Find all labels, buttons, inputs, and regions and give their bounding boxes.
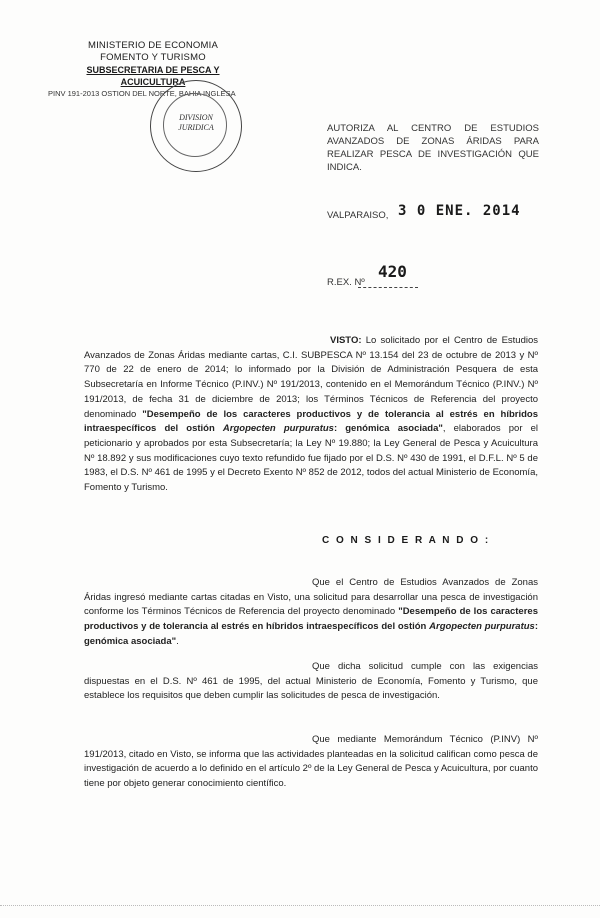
stamp-line2: JURIDICA — [178, 123, 214, 132]
place-label: VALPARAISO, — [327, 210, 389, 221]
c3-text: Que mediante Memorándum Técnico (P.INV) Nº 191/2013, citado en Visto, se informa que las actividades planteadas en la solicitud califican como pesca de investigación de acuerdo a lo definido en el artículo 2º de la Ley General de Pesca y Acuicultura, por cuanto tiene por objeto generar conocimiento científico. — [84, 734, 538, 790]
visto-indent — [84, 335, 362, 346]
considerando-item-2 — [84, 660, 538, 704]
c2-indent — [84, 661, 312, 672]
c3-indent — [84, 734, 312, 745]
c2-text: Que dicha solicitud cumple con las exigencias dispuestas en el D.S. Nº 461 de 1995, del actual Ministerio de Economía, Fomento y Turismo, que establece los requisitos que deben cumplir las solicitudes de pesca de investigación. — [84, 661, 538, 702]
visto-title-end: : genómica asociada" — [333, 423, 443, 435]
division-stamp — [150, 80, 242, 172]
visto-keyword: VISTO: — [330, 335, 362, 346]
stamp-center-text — [151, 113, 241, 133]
visto-title-text: "Desempeño de los caracteres productivos y de tolerancia al estrés en híbridos intraespecíficos del ostión — [84, 408, 539, 435]
considerando-item-3 — [84, 733, 538, 792]
c1-title-text: "Desempeño de los caracteres productivos y de tolerancia al estrés en híbridos intraespecíficos del ostión — [84, 606, 538, 633]
file-reference: PINV 191-2013 OSTION DEL NORTE, BAHIA INGLESA — [48, 89, 236, 98]
visto-paragraph — [84, 334, 538, 496]
considerando-heading: C O N S I D E R A N D O : — [322, 535, 491, 546]
c1-indent — [84, 577, 312, 588]
resolution-summary: AUTORIZA AL CENTRO DE ESTUDIOS AVANZADOS DE ZONAS ÁRIDAS PARA REALIZAR PESCA DE INVESTIGACIÓN QUE INDICA. — [327, 123, 539, 173]
ministry-name-line2: FOMENTO Y TURISMO — [100, 52, 206, 63]
subsecretaria-name: SUBSECRETARIA DE PESCA Y ACUICULTURA — [86, 65, 220, 87]
c1-species: Argopecten purpuratus — [429, 621, 535, 633]
c1-text: Que el Centro de Estudios Avanzados de Zonas Áridas ingresó mediante cartas citadas en Visto, una solicitud para desarrollar una pesca de investigación conforme los Términos Técnicos de Referencia del proyecto denominado — [84, 577, 538, 618]
resolution-date-stamp: 3 0 ENE. 2014 — [398, 203, 521, 219]
visto-text: Lo solicitado por el Centro de Estudios Avanzados de Zonas Áridas mediante cartas, C.I. SUBPESCA Nº 13.154 del 23 de octubre de 2013 y Nº 770 de 22 de enero de 2014; lo informado por la División de Administración Pesquera de esta Subsecretaría en Informe Técnico (P.INV.) Nº 191/2013, contenido en el Memorándum Técnico (P.INV.) Nº 191/2013, de fecha 31 de diciembre de 2013; los Términos Técnicos de Referencia del proyecto denominado — [84, 335, 539, 420]
resolution-number-label: R.EX. Nº — [327, 277, 365, 288]
stamp-line1: DIVISION — [179, 113, 213, 122]
resolution-number: 420 — [378, 262, 407, 281]
resolution-number-line — [358, 287, 418, 288]
considerando-item-1 — [84, 576, 538, 650]
c1-text-end: . — [176, 635, 179, 647]
c1-title-end: : genómica asociada" — [84, 621, 539, 647]
ministry-name: MINISTERIO DE ECONOMIA — [87, 40, 219, 51]
visto-species: Argopecten purpuratus — [222, 423, 334, 435]
visto-text-end: , elaborados por el peticionario y aprobados por esta Subsecretaría; la Ley Nº 19.880; la Ley General de Pesca y Acuicultura Nº 18.892 y sus modificaciones cuyo texto refundido fue fijado por el D.S. Nº 430 de 1991, el D.F.L. Nº 5 de 1983, el D.S. Nº 461 de 1995 y el Decreto Exento Nº 852 de 2012, todos del actual Ministerio de Economía, Fomento y Turismo. — [84, 423, 538, 494]
page-footer-marks — [0, 905, 600, 912]
